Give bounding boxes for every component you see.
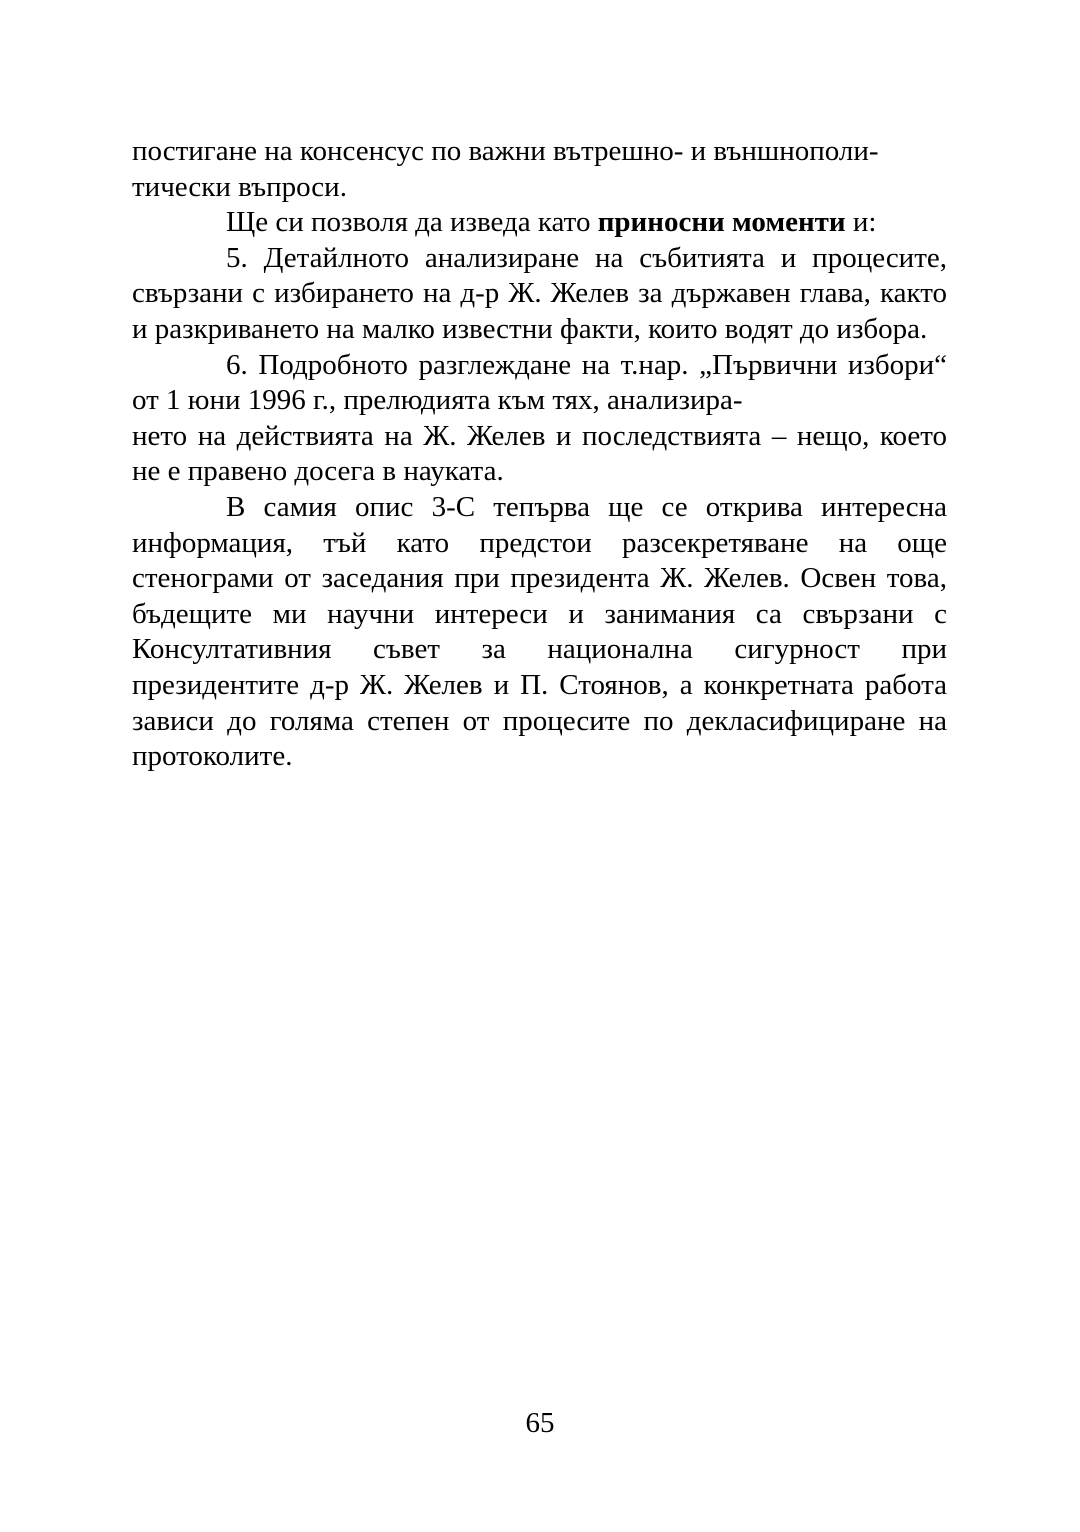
intro-ending: и: [845,206,877,239]
body-text [132,134,947,775]
intro-text: Ще си позволя да изведа като [226,206,598,239]
paragraph-item-5: 5. Детайлното анализиране на събитията и процесите, свързани с избирането на д-р Ж. Желев за държавен глава, както и разкриването на малко известни факти, които водят до избора. [132,241,947,345]
paragraph-item-6: 6. Подробното разглеждане на т.нар. „Първични избори“ от 1 юни 1996 г., прелюдията към тях, анализира- нето на действията на Ж. Желев и последствията – нещо, което не е правено досега в науката. [132,348,947,488]
bold-phrase: приносни моменти [597,206,846,239]
page-number: 65 [525,1407,555,1439]
paragraph-continuation: постигане на консенсус по важни вътрешно- и външнополи- тически въпроси. [132,135,879,203]
paragraph-contributions-intro [132,205,947,241]
paragraph-future-research: В самия опис 3-С тепърва ще се открива интересна информация, тъй като предстои разсекретяване на още стенограми от заседания при президента Ж. Желев. Освен това, бъдещите ми научни интереси и занимания са свързани с Консултативния съвет за национална сигурност при президентите д-р Ж. Желев и П. Стоянов, а конкретната работа зависи до голяма степен от процесите по декласифициране на протоколите. [132,490,947,773]
